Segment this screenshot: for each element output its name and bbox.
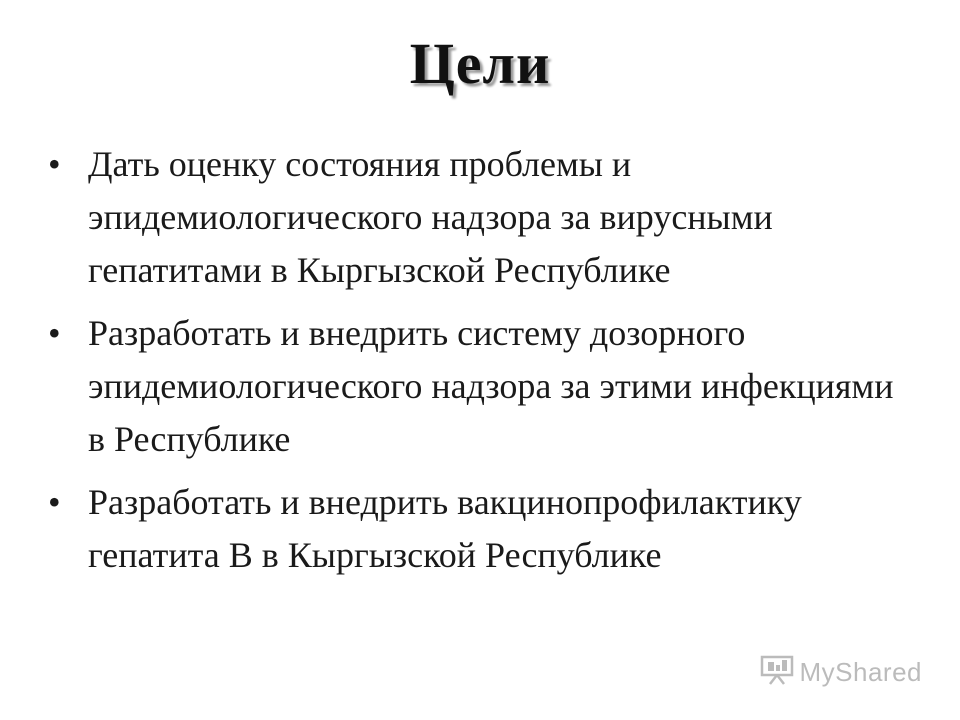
bullet-marker: • bbox=[48, 482, 61, 522]
bullet-marker: • bbox=[48, 313, 61, 353]
myshared-watermark bbox=[760, 655, 923, 690]
list-item bbox=[48, 476, 908, 582]
list-item bbox=[48, 307, 908, 466]
goals-list bbox=[48, 138, 908, 592]
watermark-text: MyShared bbox=[799, 657, 922, 687]
bullet-text: Разработать и внедрить вакцинопрофилактику гепатита В в Кыргызской Республике bbox=[88, 482, 802, 575]
bullet-text: Разработать и внедрить систему дозорного эпидемиологического надзора за этими инфекциями в Республике bbox=[88, 313, 894, 459]
slide-title: Цели bbox=[409, 31, 551, 96]
presentation-board-icon bbox=[760, 655, 794, 690]
list-item bbox=[48, 138, 908, 297]
bullet-marker: • bbox=[48, 144, 61, 184]
bullet-text: Дать оценку состояния проблемы и эпидемиологического надзора за вирусными гепатитами в Кыргызской Республике bbox=[88, 144, 773, 290]
